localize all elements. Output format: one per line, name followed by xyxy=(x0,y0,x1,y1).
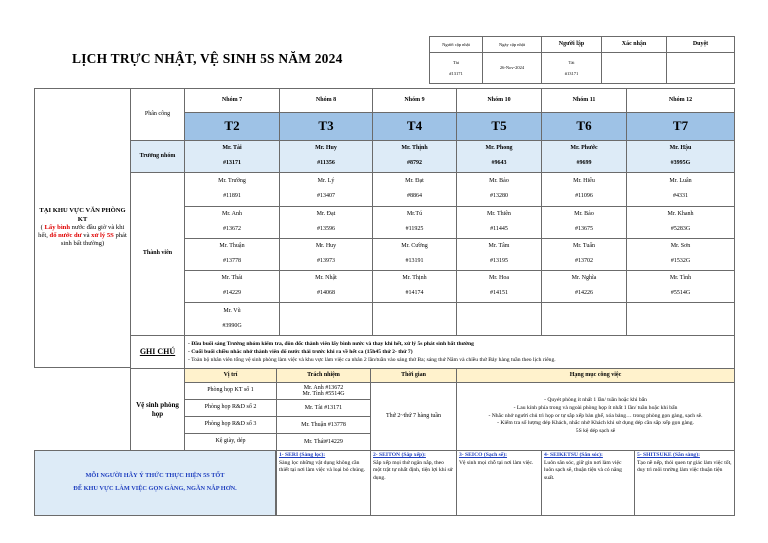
row-label-members: Thành viên xyxy=(130,172,185,336)
area-title: TẠI KHU VỰC VĂN PHÒNG KT xyxy=(39,207,126,223)
5s-step-title: 1- SERI (Sàng lọc): xyxy=(279,452,326,458)
group-day: T6 xyxy=(541,112,627,141)
member-id: #14226 xyxy=(575,290,593,297)
notes-box xyxy=(184,335,735,369)
member-name: Mr. Trường xyxy=(218,178,246,185)
clean-col-header: Vị trí xyxy=(184,368,277,383)
leader-id: #9699 xyxy=(576,160,592,167)
group-day: T3 xyxy=(279,112,373,141)
member-id: #13672 xyxy=(223,226,241,233)
task-line: - Kiểm tra số lượng dép Khách, nhắc nhở Khách khi sử dụng dép cần sắp xếp gọn gàng. xyxy=(497,420,694,427)
member-cell xyxy=(541,172,627,207)
member-name: Mr. Tuấn xyxy=(572,243,595,250)
group-leader xyxy=(456,140,542,173)
area-red-1: Lấy bình xyxy=(44,223,71,231)
member-id: #14174 xyxy=(405,290,424,297)
resp-line: Mr. Thái#14229 xyxy=(304,438,343,445)
approval-updater xyxy=(429,52,483,84)
clean-place: Kệ giày, dép xyxy=(184,433,277,451)
member-cell xyxy=(372,270,457,303)
note-line: - Đầu buổi sáng Trưởng nhóm kiểm tra, đôn đốc thành viên lấy bình nước và thay khi hết, xử lý 5s phát sinh bất thường xyxy=(188,340,474,347)
member-cell xyxy=(184,270,280,303)
member-name: Mr. Cường xyxy=(401,243,428,250)
group-name: Nhóm 12 xyxy=(626,88,735,113)
member-cell xyxy=(541,302,627,336)
member-name: Mr. Anh xyxy=(221,211,242,218)
member-id: #11096 xyxy=(575,193,593,200)
group-day: T5 xyxy=(456,112,542,141)
member-name: Mr. Hiếu xyxy=(573,178,595,185)
member-name: Mr. Vũ xyxy=(223,307,241,314)
group-name: Nhóm 8 xyxy=(279,88,373,113)
member-cell xyxy=(279,172,373,207)
leader-name: Mr. Hậu xyxy=(669,145,692,152)
group-name: Nhóm 7 xyxy=(184,88,280,113)
member-name: Mr. Luân xyxy=(669,178,692,185)
area-red-2: đổ nước dư xyxy=(49,232,82,240)
slogan-line-2: ĐỂ KHU VỰC LÀM VIỆC GỌN GÀNG, NGĂN NẮP HƠN. xyxy=(73,485,237,492)
group-leader xyxy=(184,140,280,173)
member-id: #14151 xyxy=(490,290,508,297)
member-id: #13778 xyxy=(223,258,241,265)
area-label xyxy=(34,88,131,368)
clean-col-header: Thời gian xyxy=(370,368,457,383)
member-id: #8864 xyxy=(407,193,422,200)
area-red-3: xử lý 5S xyxy=(91,232,114,240)
leader-name: Mr. Huy xyxy=(315,145,337,152)
group-name: Nhóm 10 xyxy=(456,88,542,113)
member-name: Mr. Bảo xyxy=(574,211,594,218)
5s-step-body: Luôn săn sóc, giữ gìn nơi làm việc luôn sạch sẽ, thuận tiện và có năng suất. xyxy=(544,459,622,481)
row-label-leader: Trưởng nhóm xyxy=(130,140,185,173)
member-cell xyxy=(279,302,373,336)
member-cell xyxy=(456,238,542,271)
clean-col-header: Hạng mục công việc xyxy=(456,368,735,383)
clean-place: Phòng họp KT số 1 xyxy=(184,382,277,400)
task-line: - Quyét phòng ít nhất 1 lần/ tuần hoặc khi bẩn xyxy=(544,396,647,403)
member-cell xyxy=(541,270,627,303)
resp-line: Mr. Anh #13672 xyxy=(303,384,344,391)
leader-name: Mr. Phong xyxy=(485,145,513,152)
member-id: #4331 xyxy=(673,193,688,200)
member-name: Mr. Thịnh xyxy=(402,275,427,282)
maker-id: #13171 xyxy=(564,70,579,76)
resp-line: Mr. Tài #13171 xyxy=(304,404,343,411)
clean-col-header: Trách nhiệm xyxy=(276,368,371,383)
5s-step-body: Sắp xếp mọi thứ ngăn nắp, theo một trật tự nhất định, tiện lợi khi sử dụng. xyxy=(373,459,453,481)
approval-col-header: Xác nhận xyxy=(601,36,667,53)
member-id: #11445 xyxy=(490,226,508,233)
member-cell xyxy=(372,238,457,271)
5s-step-title: 2- SEITON (Sắp xếp): xyxy=(373,452,426,458)
member-cell xyxy=(626,206,735,239)
member-id: #1532G xyxy=(670,258,691,265)
member-cell xyxy=(184,238,280,271)
clean-tasks xyxy=(456,382,735,451)
group-day: T7 xyxy=(626,112,735,141)
member-name: Mr. Thiên xyxy=(487,211,511,218)
area-text: ( xyxy=(40,223,45,231)
member-name: Mr. Sơn xyxy=(670,243,691,250)
area-text: và xyxy=(81,232,92,240)
member-cell xyxy=(541,206,627,239)
member-name: Mr. Thuận xyxy=(219,243,245,250)
area-instruction xyxy=(38,224,127,249)
member-cell xyxy=(541,238,627,271)
approval-col-header: Người cập nhật xyxy=(429,36,483,53)
approval-confirm xyxy=(601,52,667,84)
member-name: Mr. Tình xyxy=(669,275,692,282)
member-cell xyxy=(372,302,457,336)
member-id: #3990G xyxy=(222,322,242,329)
member-cell xyxy=(279,238,373,271)
clean-label: Vệ sinh phòng họp xyxy=(130,368,185,451)
member-cell xyxy=(626,302,735,336)
approval-maker xyxy=(541,52,602,84)
clean-resp xyxy=(276,416,371,434)
member-name: Mr. Đạt xyxy=(316,211,336,218)
slogan-line-1: MỖI NGƯỜI HÃY Ý THỨC THỰC HIỆN 5S TỐT xyxy=(85,472,225,480)
5s-step xyxy=(634,450,735,516)
member-id: #13596 xyxy=(317,226,335,233)
resp-line: Mr. Thuận #13778 xyxy=(301,421,346,428)
5s-step xyxy=(276,450,371,516)
clean-time: Thứ 2~thứ 7 hàng tuần xyxy=(370,382,457,451)
area-text: phát sinh bất thường) xyxy=(60,232,127,248)
member-cell xyxy=(279,270,373,303)
group-name: Nhóm 9 xyxy=(372,88,457,113)
5s-step xyxy=(456,450,542,516)
member-name: Mr. Khanh xyxy=(667,211,694,218)
member-id: #13675 xyxy=(575,226,593,233)
approval-col-header: Ngày cập nhật xyxy=(482,36,542,53)
clean-place: Phòng họp R&D số 2 xyxy=(184,399,277,417)
leader-name: Mr. Tài xyxy=(222,145,242,152)
member-name: Mr. Nhật xyxy=(315,275,337,282)
leader-id: #3995G xyxy=(670,160,691,167)
member-cell xyxy=(626,172,735,207)
5s-step-title: 5- SHITSUKE (Sẵn sàng): xyxy=(637,452,700,458)
member-name: Mr. Tâm xyxy=(488,243,510,250)
5s-step xyxy=(370,450,457,516)
approval-col-header: Duyệt xyxy=(666,36,735,53)
group-leader xyxy=(541,140,627,173)
leader-id: #8792 xyxy=(407,160,422,167)
row-label-note xyxy=(130,335,185,369)
clean-place: Phòng họp R&D số 3 xyxy=(184,416,277,434)
leader-id: #9643 xyxy=(491,160,507,167)
member-name: Mr. Huy xyxy=(315,243,337,250)
5s-step-title: 4- SEIKETSU (Săn sóc): xyxy=(544,452,603,458)
member-cell xyxy=(279,206,373,239)
approval-col-header: Người lập xyxy=(541,36,602,53)
member-id: #13407 xyxy=(317,193,335,200)
5s-step-body: Sàng lọc những vật dụng không cần thiết tại nơi làm việc và loại bỏ chúng. xyxy=(279,459,366,474)
page-title: LỊCH TRỰC NHẬT, VỆ SINH 5S NĂM 2024 xyxy=(72,51,343,66)
task-line: - Lau kính phía trong và ngoài phòng họp ít nhất 1 lần/ tuần hoặc khi bẩn xyxy=(513,404,678,411)
leader-id: #11356 xyxy=(317,160,335,167)
group-day: T4 xyxy=(372,112,457,141)
member-name: Mr. Nghĩa xyxy=(571,275,597,282)
task-line: - Nhắc nhở người chủ trì họp or tự sắp xếp bàn ghế, xóa bảng… trong phòng gọn gàng, sạch sẽ. xyxy=(488,412,703,419)
approval-approve xyxy=(666,52,735,84)
leader-id: #13171 xyxy=(223,160,241,167)
member-cell xyxy=(372,206,457,239)
member-cell xyxy=(456,206,542,239)
5s-step xyxy=(541,450,635,516)
member-name: Mr. Hoa xyxy=(489,275,509,282)
member-cell xyxy=(184,172,280,207)
5s-step-title: 3- SEICO (Sạch sẽ): xyxy=(459,452,508,458)
note-label: GHI CHÚ xyxy=(139,347,176,356)
leader-name: Mr. Phước xyxy=(570,145,598,152)
member-id: #5283G xyxy=(670,226,691,233)
clean-resp xyxy=(276,399,371,417)
member-cell xyxy=(626,238,735,271)
member-id: #13702 xyxy=(575,258,593,265)
member-id: #13195 xyxy=(490,258,508,265)
member-name: Mr. Đạt xyxy=(405,178,424,185)
group-leader xyxy=(372,140,457,173)
member-cell xyxy=(456,302,542,336)
maker-name: Tài xyxy=(568,59,575,65)
member-cell xyxy=(184,302,280,336)
member-id: #14229 xyxy=(223,290,241,297)
member-id: #13191 xyxy=(405,258,424,265)
group-day: T2 xyxy=(184,112,280,141)
member-name: Mr. Thái xyxy=(221,275,243,282)
5s-step-body: Tạo nề nếp, thói quen tự giác làm việc tốt, duy trì môi trường làm việc thuận tiện xyxy=(637,459,732,474)
group-leader xyxy=(626,140,735,173)
member-id: #11891 xyxy=(223,193,241,200)
member-name: Mr. Lý xyxy=(317,178,335,185)
task-line: 5S kệ dép sạch sẽ xyxy=(575,428,616,435)
clean-resp xyxy=(276,433,371,451)
member-id: #5514G xyxy=(670,290,691,297)
clean-resp xyxy=(276,382,371,400)
member-cell xyxy=(184,206,280,239)
member-cell xyxy=(626,270,735,303)
member-id: #13280 xyxy=(490,193,508,200)
member-name: Mr.Tú xyxy=(406,211,423,218)
member-cell xyxy=(372,172,457,207)
member-id: #13973 xyxy=(317,258,335,265)
5s-step-body: Vệ sinh mọi chỗ tại nơi làm việc. xyxy=(459,459,534,466)
area-text: nước đầu giờ và khi hết, xyxy=(38,223,125,240)
member-id: #14068 xyxy=(317,290,335,297)
updater-id: #13171 xyxy=(449,70,463,76)
member-cell xyxy=(456,270,542,303)
group-leader xyxy=(279,140,373,173)
row-label-assign: Phân công xyxy=(130,88,185,141)
member-cell xyxy=(456,172,542,207)
updater-name: Tài xyxy=(453,59,459,65)
note-line: - Cuối buổi chiều nhắc nhở thành viên đổ nước thải trước khi ra về hết ca (15h45 thứ 2- thứ 7) xyxy=(188,348,413,355)
resp-line: Mr. Tình #5514G xyxy=(302,391,345,397)
member-id: #11925 xyxy=(405,226,424,233)
approval-date: 26-Nov-2024 xyxy=(482,52,542,84)
group-name: Nhóm 11 xyxy=(541,88,627,113)
note-line: - Toàn bộ nhân viên tổng vệ sinh phòng làm việc và khu vực làm việc ca nhân 2 lần/tuần vào sáng thứ Ba; sáng thứ Năm và chiều thứ Bảy hàng tuần theo lịch riêng. xyxy=(188,357,556,364)
member-name: Mr. Bảo xyxy=(489,178,509,185)
leader-name: Mr. Thịnh xyxy=(401,145,428,152)
slogan-box xyxy=(34,450,276,516)
